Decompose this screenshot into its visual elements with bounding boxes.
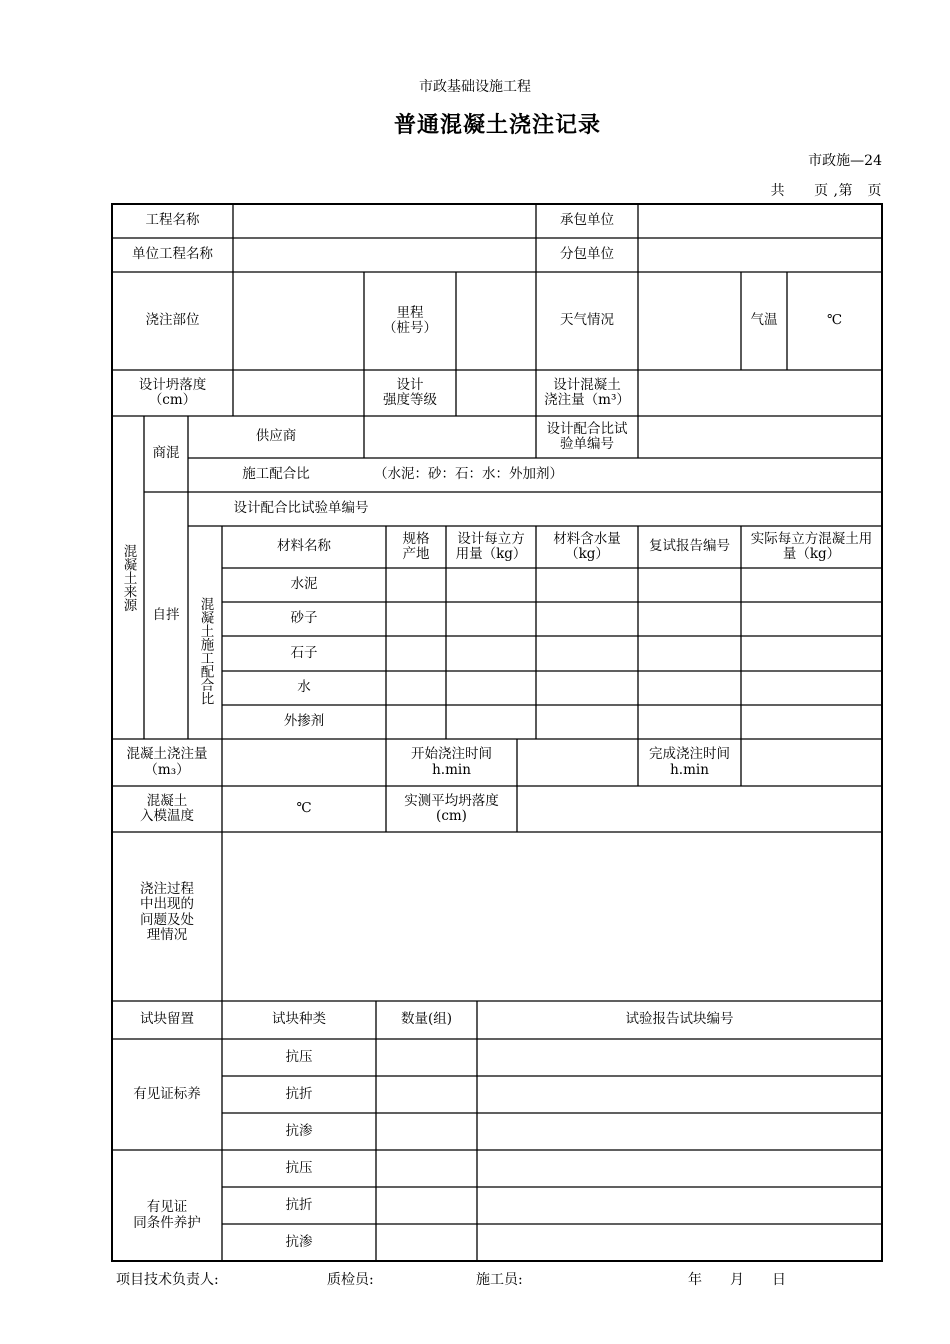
date-label: 年 月 日 [688,1272,786,1288]
form-number: 市政施—24 [808,153,882,169]
unit-project-label: 单位工程名称 [132,246,213,263]
col-spec-origin: 规格 产地 [402,530,430,562]
witness-standard-label: 有见证标养 [133,1085,201,1102]
subcontractor-label: 分包单位 [560,246,614,263]
worker-label: 施工员: [476,1272,523,1288]
tech-lead-label: 项目技术负责人: [116,1272,219,1288]
specimen-type-cell: 抗压 [285,1048,313,1065]
specimen-type-header: 试块种类 [272,1011,326,1028]
material-row-label: 水 [297,679,311,696]
specimen-type-cell: 抗折 [285,1196,313,1213]
specimen-type-cell: 抗折 [285,1085,313,1102]
construction-mix-label: 施工配合比 [242,466,310,483]
design-strength-label: 设计 强度等级 [383,376,437,408]
mold-temp-unit: ℃ [296,800,312,817]
weather-label: 天气情况 [560,312,614,329]
concrete-source-label: 混凝土来源 [120,543,137,612]
site-mix-report-label: 设计配合比试验单编号 [233,500,369,517]
ready-mix-label: 商混 [152,445,180,462]
problems-label: 浇注过程 中出现的 问题及处 理情况 [140,881,194,943]
mold-temp-label: 混凝土 入模温度 [140,792,194,824]
end-time-label: 完成浇注时间 h.min [649,746,730,778]
measured-slump-label: 实测平均坍落度 (cm) [404,792,499,824]
specimen-label: 试块留置 [140,1011,194,1028]
specimen-report-header: 试验报告试块编号 [625,1011,734,1028]
col-retest-report: 复试报告编号 [649,538,730,555]
col-design-amount: 设计每立方 用量（kg） [455,530,527,562]
specimen-type-cell: 抗压 [285,1159,313,1176]
specimen-type-cell: 抗渗 [285,1122,313,1139]
mix-report-no-label: 设计配合比试 验单编号 [546,420,628,452]
pour-location-label: 浇注部位 [145,312,200,329]
mileage-label: 里程 （桩号） [383,304,437,336]
design-slump-label: 设计坍落度 （cm） [138,376,207,408]
specimen-qty-header: 数量(组) [400,1011,453,1028]
temperature-label: 气温 [750,312,778,329]
material-row-label: 水泥 [290,576,318,593]
col-actual-amount: 实际每立方混凝土用 量（kg） [750,530,873,562]
site-mix-label: 自拌 [152,606,180,623]
material-row-label: 外掺剂 [283,713,325,730]
pour-volume-label: 混凝土浇注量 （m₃） [126,746,208,778]
contractor-label: 承包单位 [560,212,614,229]
mix-ratio-hint: （水泥：砂：石：水：外加剂） [374,466,563,483]
document-subtitle: 市政基础设施工程 [419,79,531,95]
material-row-label: 砂子 [290,610,318,627]
document-title: 普通混凝土浇注记录 [393,112,601,138]
temperature-unit: ℃ [826,312,843,329]
specimen-type-cell: 抗渗 [285,1233,313,1250]
page-info: 共 页 ,第 页 [770,183,882,199]
supplier-label: 供应商 [255,428,297,445]
material-row-label: 石子 [290,644,318,661]
site-ratio-label: 混凝土施工配合比 [197,596,214,705]
start-time-label: 开始浇注时间 h.min [411,746,492,778]
col-moisture: 材料含水量 （kg） [553,530,621,562]
design-volume-label: 设计混凝土 浇注量（m³） [544,376,630,408]
project-name-label: 工程名称 [145,212,200,229]
witness-same-label: 有见证 同条件养护 [133,1199,201,1231]
col-material-name: 材料名称 [277,538,331,555]
inspector-label: 质检员: [327,1272,374,1288]
